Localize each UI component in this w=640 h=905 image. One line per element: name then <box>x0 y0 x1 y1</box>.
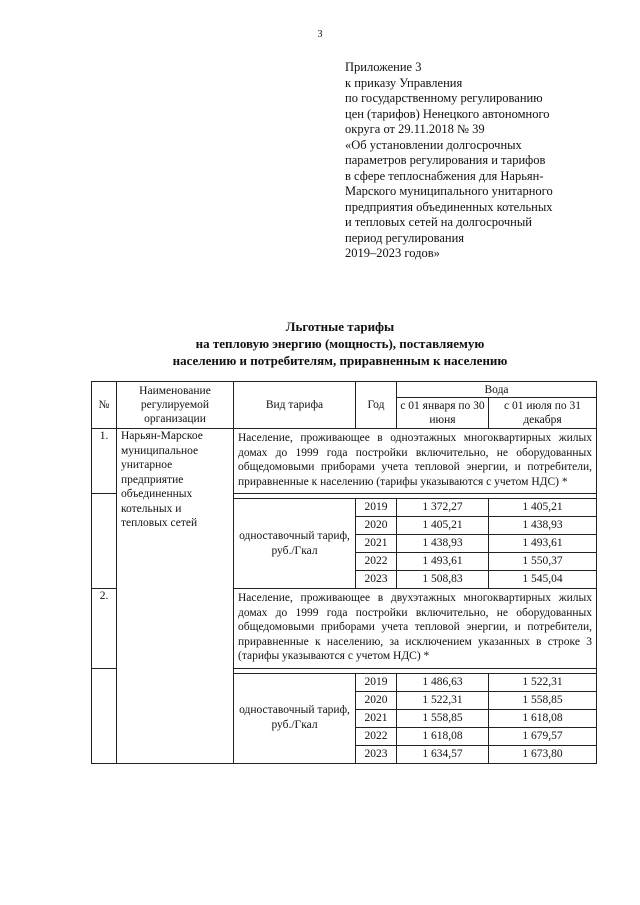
page-number: 3 <box>317 29 323 40</box>
document-title <box>0 318 640 369</box>
tariff-h2: 1 618,08 <box>489 709 597 727</box>
header-num: № <box>92 382 117 429</box>
header-period-1: с 01 января по 30 июня <box>397 398 489 429</box>
header-tariff-type: Вид тарифа <box>234 382 356 429</box>
tariff-h2: 1 405,21 <box>489 499 597 517</box>
appendix-line: «Об установлении долгосрочных <box>345 137 522 152</box>
appendix-header <box>345 60 615 262</box>
appendix-line: предприятия объединенных котельных <box>345 199 553 214</box>
num-spacer <box>92 499 117 589</box>
tariff-h1: 1 558,85 <box>397 709 489 727</box>
title-line: на тепловую энергию (мощность), поставляемую <box>195 336 485 351</box>
tariff-h2: 1 673,80 <box>489 745 597 763</box>
tariff-h1: 1 634,57 <box>397 745 489 763</box>
appendix-line: Марского муниципального унитарного <box>345 184 553 198</box>
header-year: Год <box>356 382 397 429</box>
appendix-line: период регулирования <box>345 230 465 245</box>
tariff-h2: 1 522,31 <box>489 673 597 691</box>
tariff-h1: 1 486,63 <box>397 673 489 691</box>
tariff-table <box>91 381 597 764</box>
header-org: Наименование регулируемой организации <box>117 382 234 429</box>
row-number: 1. <box>92 429 117 494</box>
appendix-line: параметров регулирования и тарифов <box>345 153 546 167</box>
appendix-line: округа от 29.11.2018 № 39 <box>345 122 485 136</box>
year-cell: 2020 <box>356 517 397 535</box>
tariff-h1: 1 522,31 <box>397 691 489 709</box>
year-cell: 2021 <box>356 709 397 727</box>
tariff-h1: 1 493,61 <box>397 553 489 571</box>
tariff-h1: 1 438,93 <box>397 535 489 553</box>
section-description: Население, проживающее в двухэтажных многоквартирных жилых домах до 1999 года постройки включительно, не оборудованных общедомовыми приборами учета тепловой энергии, и потребители, приравненные к населению, за исключением указанных в строке 3 (тарифы указываются с учетом НДС) * <box>234 589 597 669</box>
title-line: Льготные тарифы <box>285 319 395 334</box>
tariff-type: одноставочный тариф, руб./Гкал <box>234 499 356 589</box>
tariff-h2: 1 493,61 <box>489 535 597 553</box>
year-cell: 2021 <box>356 535 397 553</box>
year-cell: 2022 <box>356 727 397 745</box>
header-period-2: с 01 июля по 31 декабря <box>489 398 597 429</box>
tariff-h1: 1 508,83 <box>397 571 489 589</box>
appendix-line: Приложение 3 <box>345 60 422 74</box>
year-cell: 2023 <box>356 571 397 589</box>
organization-name: Нарьян-Марское муниципальное унитарное предприятие объединенных котельных и тепловых сетей <box>117 429 234 764</box>
year-cell: 2022 <box>356 553 397 571</box>
year-cell: 2023 <box>356 745 397 763</box>
appendix-line: по государственному регулированию <box>345 91 543 105</box>
tariff-h2: 1 550,37 <box>489 553 597 571</box>
tariff-h2: 1 558,85 <box>489 691 597 709</box>
year-cell: 2019 <box>356 499 397 517</box>
tariff-h1: 1 618,08 <box>397 727 489 745</box>
year-cell: 2020 <box>356 691 397 709</box>
title-line: населению и потребителям, приравненным к населению <box>172 353 508 368</box>
tariff-h2: 1 545,04 <box>489 571 597 589</box>
tariff-type: одноставочный тариф, руб./Гкал <box>234 673 356 763</box>
tariff-h1: 1 405,21 <box>397 517 489 535</box>
year-cell: 2019 <box>356 673 397 691</box>
appendix-line: цен (тарифов) Ненецкого автономного <box>345 106 550 121</box>
appendix-line: и тепловых сетей на долгосрочный <box>345 215 532 229</box>
tariff-h2: 1 679,57 <box>489 727 597 745</box>
tariff-h2: 1 438,93 <box>489 517 597 535</box>
tariff-h1: 1 372,27 <box>397 499 489 517</box>
section-description: Население, проживающее в одноэтажных многоквартирных жилых домах до 1999 года постройки включительно, не оборудованных общедомовыми приборами учета тепловой энергии, и потребители, приравненные к населению (тарифы указываются с учетом НДС) * <box>234 429 597 494</box>
appendix-line: в сфере теплоснабжения для Нарьян- <box>345 168 544 183</box>
header-water: Вода <box>397 382 597 398</box>
row-number: 2. <box>92 589 117 669</box>
appendix-line: к приказу Управления <box>345 75 463 90</box>
num-spacer <box>92 673 117 763</box>
appendix-line: 2019–2023 годов» <box>345 246 440 260</box>
